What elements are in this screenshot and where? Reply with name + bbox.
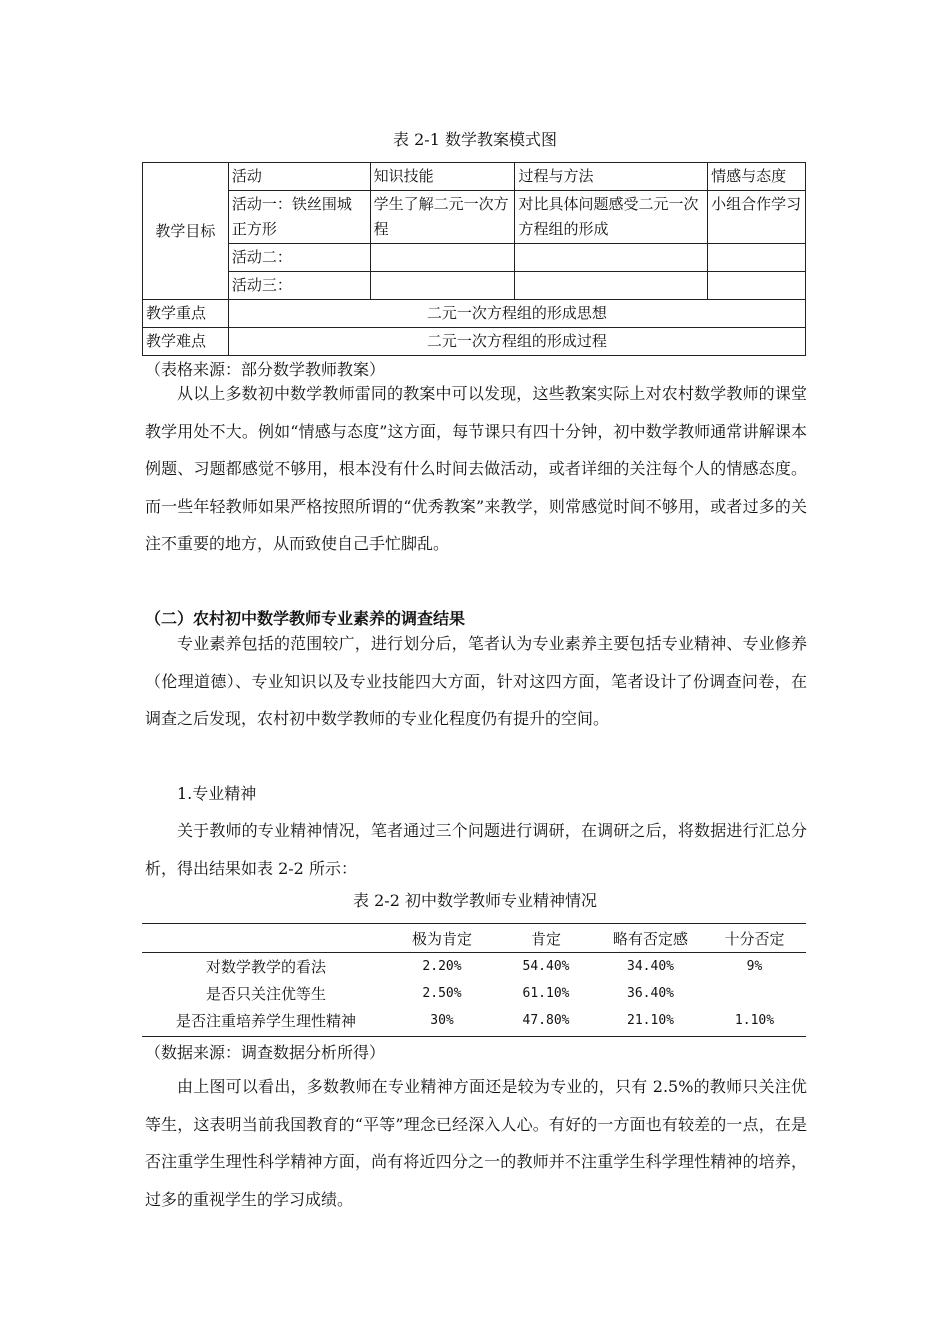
table-row (143, 272, 806, 300)
table-row (142, 953, 806, 981)
table-cell: 活动一：铁丝围城正方形 (228, 191, 370, 244)
table-cell: 30% (430, 1013, 454, 1028)
paragraph-3 (145, 812, 807, 887)
table-cell: 2.20% (422, 959, 462, 974)
table-row (143, 300, 806, 328)
row-label: 是否只关注优等生 (205, 985, 326, 1003)
table-cell: 54.40% (522, 959, 570, 974)
table-header-cell: 过程与方法 (515, 163, 708, 191)
table-cell: 1.10% (734, 1013, 775, 1028)
table2-caption: 表 2-2 初中数学教师专业精神情况 (353, 891, 597, 910)
paragraph-2-text: 专业素养包括的范围较广，进行划分后，笔者认为专业素养主要包括专业精神、专业修养（伦理道德）、专业知识以及专业技能四大方面，针对这四方面，笔者设计了份调查问卷，在调查之后发现，农村初中数学教师的专业化程度仍有提升的空间。 (145, 634, 807, 728)
difficulty-label: 教学难点 (143, 328, 229, 356)
table-header-cell: 知识技能 (370, 163, 515, 191)
table-cell (708, 272, 806, 300)
table-cell: 36.40% (627, 986, 674, 1001)
table-cell: 34.40% (627, 959, 674, 974)
paragraph-3-text: 关于教师的专业精神情况，笔者通过三个问题进行调研，在调研之后，将数据进行汇总分析，得出结果如表 2-2 所示： (145, 821, 807, 878)
table-row (142, 1007, 806, 1034)
subheading (145, 775, 807, 813)
paragraph-4 (145, 1068, 807, 1218)
table-cell (703, 980, 806, 1007)
key-point-value: 二元一次方程组的形成思想 (228, 300, 805, 328)
table-cell (515, 244, 708, 272)
professional-spirit-table (142, 924, 806, 1034)
table-cell (370, 244, 515, 272)
table-header-cell: 肯定 (494, 924, 598, 953)
section-heading: （二）农村初中数学教师专业素养的调查结果 (145, 609, 466, 628)
table-cell: 21.10% (627, 1013, 674, 1028)
table-cell: 61.10% (522, 986, 570, 1001)
table-header-row (142, 924, 806, 953)
difficulty-value: 二元一次方程组的形成过程 (228, 328, 805, 356)
table-cell: 小组合作学习 (708, 191, 806, 244)
paragraph-1-text: 从以上多数初中数学教师雷同的教案中可以发现，这些教案实际上对农村数学教师的课堂教学用处不大。例如“情感与态度”这方面，每节课只有四十分钟，初中数学教师通常讲解课本例题、习题都感觉不够用，根本没有什么时间去做活动，或者详细的关注每个人的情感态度。而一些年轻教师如果严格按照所谓的“优秀教案”来教学，则常感觉时间不够用，或者过多的关注不重要的地方，从而致使自己手忙脚乱。 (145, 384, 807, 553)
table-header-cell: 情感与态度 (708, 163, 806, 191)
paragraph-1 (145, 375, 807, 563)
row-label: 是否注重培养学生理性精神 (175, 1012, 356, 1030)
table-header-cell: 极为肯定 (390, 924, 494, 953)
table1-caption: 表 2-1 数学教案模式图 (393, 130, 557, 149)
subheading-text: 1.专业精神 (177, 784, 257, 803)
table-cell: 2.50% (422, 986, 462, 1001)
table-row (143, 244, 806, 272)
table-cell: 对比具体问题感受二元一次方程组的形成 (515, 191, 708, 244)
table-cell: 活动二： (228, 244, 370, 272)
table-row (142, 980, 806, 1007)
paragraph-2 (145, 625, 807, 738)
table-row (143, 328, 806, 356)
paragraph-4-text: 由上图可以看出，多数教师在专业精神方面还是较为专业的，只有 2.5%的教师只关注优等生，这表明当前我国教育的“平等”理念已经深入人心。有好的一方面也有较差的一点，在是否注重学生理性科学精神方面，尚有将近四分之一的教师并不注重学生科学理性精神的培养，过多的重视学生的学习成绩。 (145, 1077, 807, 1209)
table-cell: 9% (746, 959, 763, 974)
table1-source: （表格来源：部分数学教师教案） (145, 360, 386, 379)
table-header-cell (142, 924, 390, 953)
table2-bottom-rule (142, 1036, 806, 1037)
table-cell (370, 272, 515, 300)
table-cell: 活动三： (228, 272, 370, 300)
key-point-label: 教学重点 (143, 300, 229, 328)
row-label: 对数学教学的看法 (205, 958, 326, 976)
table-row (143, 163, 806, 191)
table-header-cell: 十分否定 (703, 924, 806, 953)
table-header-cell: 略有否定感 (598, 924, 703, 953)
table-cell (515, 272, 708, 300)
table-cell: 学生了解二元一次方程 (370, 191, 515, 244)
table-cell (708, 244, 806, 272)
table2-source: （数据来源：调查数据分析所得） (145, 1043, 386, 1062)
teaching-goal-label: 教学目标 (143, 163, 229, 300)
table-cell: 47.80% (522, 1013, 570, 1028)
table-header-cell: 活动 (228, 163, 370, 191)
table-row (143, 191, 806, 244)
lesson-plan-table (142, 162, 806, 356)
